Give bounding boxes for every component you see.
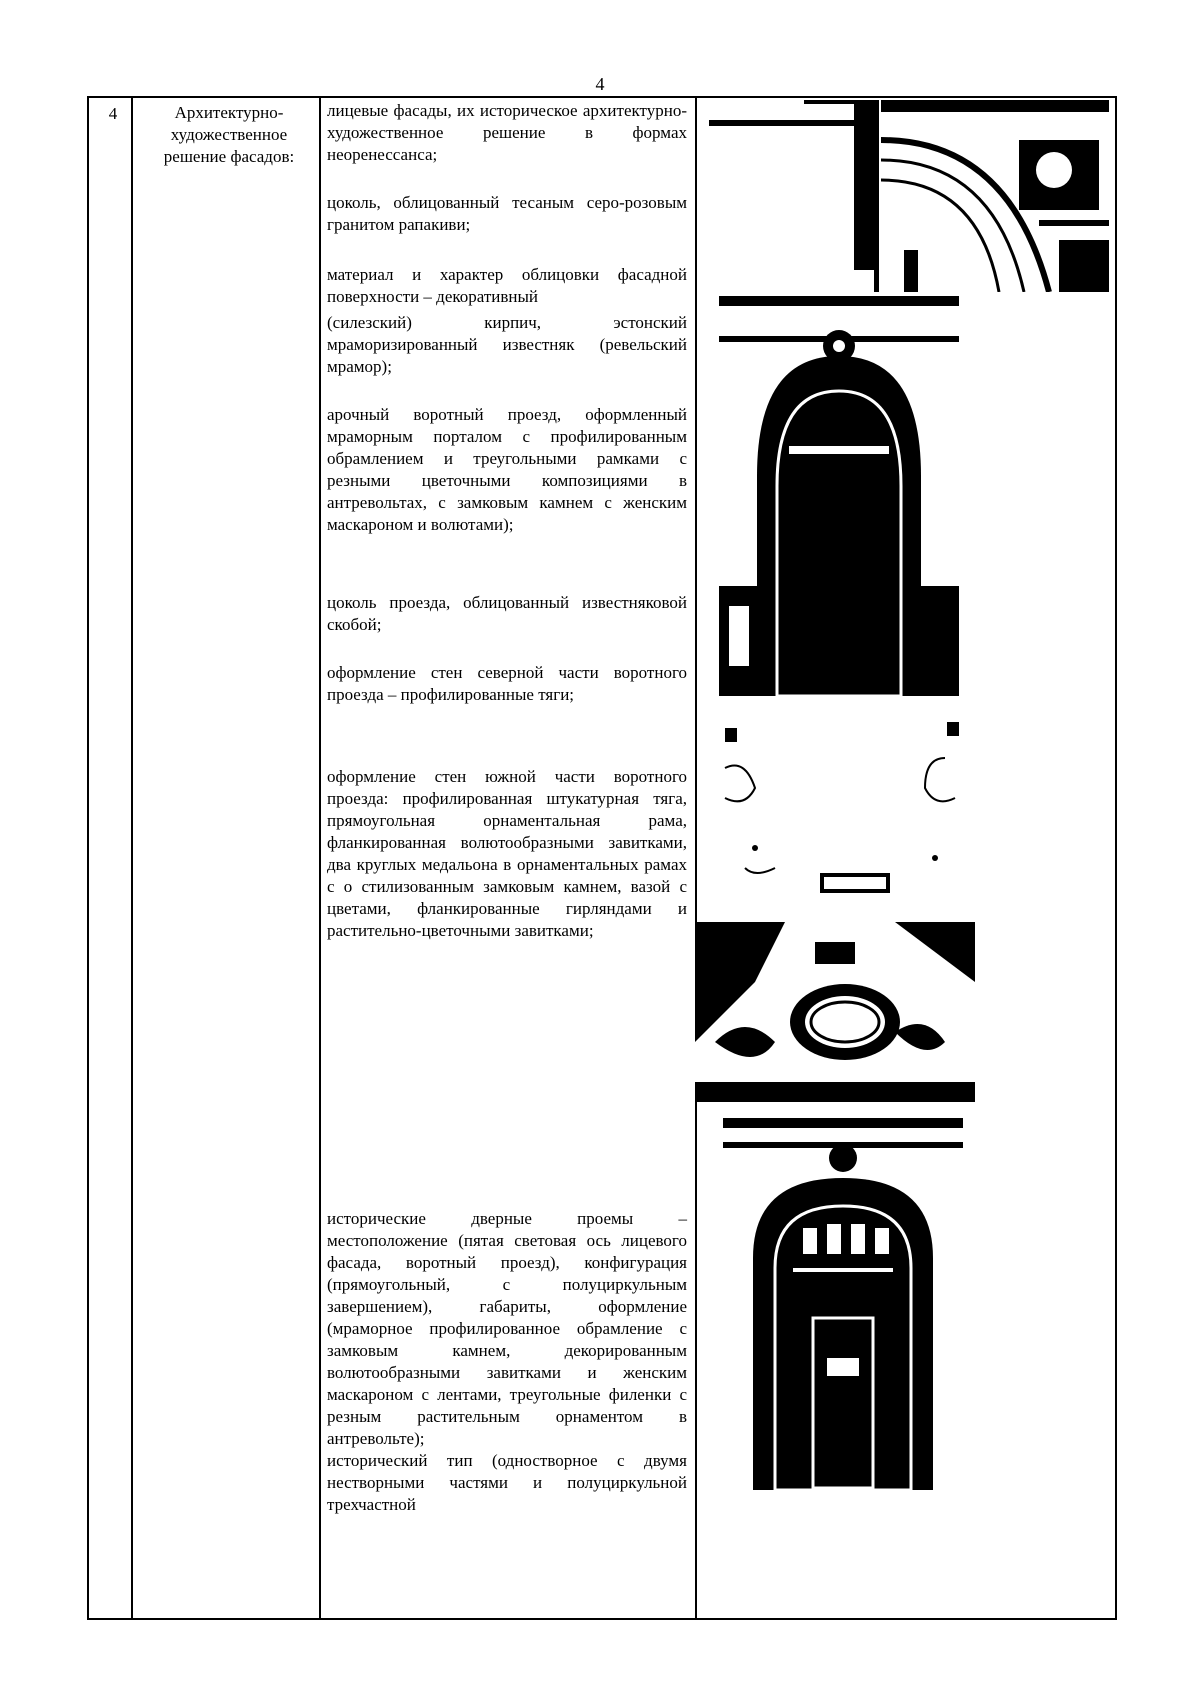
column-divider bbox=[131, 98, 133, 1618]
paragraph: цоколь проезда, облицованный известняковой скобой; bbox=[327, 593, 687, 634]
photo-south-wall-frame bbox=[685, 708, 989, 918]
paragraph: лицевые фасады, их историческое архитектурно-художественное решение в формах неоренессанса; bbox=[327, 101, 687, 164]
photo-medallion bbox=[695, 922, 975, 1102]
row-number: 4 bbox=[108, 104, 118, 123]
photo-gate-portal bbox=[719, 296, 959, 696]
paragraph: арочный воротный проезд, оформленный мраморным порталом с профилированным обрамлением и треугольными рамками с резными цветочными композициями в антревольтах, с замковым камнем с женским маскароном и волютами); bbox=[327, 405, 687, 534]
protection-table bbox=[87, 96, 1117, 1620]
column-divider bbox=[319, 98, 321, 1618]
photo-facade-arch-detail bbox=[709, 100, 1109, 292]
paragraph: (силезский) кирпич, эстонский мраморизированный известняк (ревельский мрамор); bbox=[327, 313, 687, 376]
paragraph: оформление стен южной части воротного проезда: профилированная штукатурная тяга, прямоугольная орнаментальная рама, фланкированная волютообразными завитками, два круглых медальона в орнаментальных рамах с о стилизованным замковым камнем, вазой с цветами, фланкированные гирляндами и растительно-цветочными завитками; bbox=[327, 767, 687, 940]
paragraph: исторические дверные проемы – местоположение (пятая световая ось лицевого фасада, воротный проезд), конфигурация (прямоугольный, с полуциркульным завершением), габариты, оформление (мраморное профилированное обрамление с замковым камнем, декорированным волютообразными завитками и женским маскароном с лентами, треугольные филенки с резным растительным орнаментом в антревольте); bbox=[327, 1209, 687, 1448]
paragraph: исторический тип (одностворное с двумя нестворными частями и полуциркульной трехчастной bbox=[327, 1451, 687, 1514]
paragraph: оформление стен северной части воротного проезда – профилированные тяги; bbox=[327, 663, 687, 704]
row-title: Архитектурно-художественное решение фасадов: bbox=[163, 103, 295, 166]
page-number: 4 bbox=[595, 74, 605, 94]
paragraph: цоколь, облицованный тесаным серо-розовым гранитом рапакиви; bbox=[327, 193, 687, 234]
photo-doorway bbox=[723, 1118, 963, 1490]
paragraph: материал и характер облицовки фасадной поверхности – декоративный bbox=[327, 265, 687, 306]
